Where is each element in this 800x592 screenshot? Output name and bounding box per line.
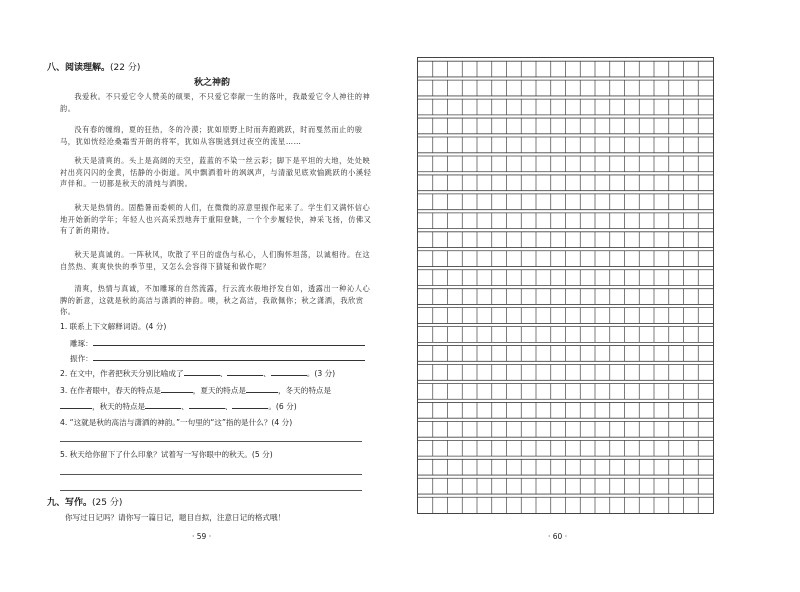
question-3-winter: ，冬天的特点是 xyxy=(277,386,332,395)
section-8-label: 八、阅读理解。 xyxy=(47,63,111,73)
paragraph-6: 清爽，热情与真诚，不加雕琢的自然流露，行云流水般地抒发自如，透露出一种沁人心脾的新意，这就是秋的高洁与潇洒的神韵。噢，秋之高洁，我歆佩你；秋之潇洒，我欣赏你。 xyxy=(60,284,371,317)
question-1-item-a xyxy=(70,337,395,350)
answer-blank-3c[interactable] xyxy=(60,400,92,409)
answer-blank-3e[interactable] xyxy=(189,400,225,409)
question-2-score: 。(3 分) xyxy=(306,369,336,378)
question-1-item-b xyxy=(70,352,395,365)
question-2 xyxy=(60,367,385,380)
writing-prompt: 你写过日记吗？请你写一篇日记，题目自拟，注意日记的格式哦！ xyxy=(65,513,286,522)
answer-blank-2a[interactable] xyxy=(184,367,220,376)
answer-line-5a[interactable] xyxy=(60,474,362,475)
answer-blank-2b[interactable] xyxy=(227,367,263,376)
paragraph-5: 秋天是真诚的。一阵秋风，吹散了平日的虚伪与私心，人们胸怀坦荡，以诚相待。在这自然热、爽爽快快的季节里，又怎么会容得下猜疑和做作呢？ xyxy=(60,250,371,271)
question-3-sep-2: 、 xyxy=(224,402,233,411)
answer-blank-1b[interactable] xyxy=(93,352,365,361)
grid-lines xyxy=(418,58,713,513)
question-3-score: 。(6 分) xyxy=(268,402,297,411)
question-4: 4. “这就是秋的高洁与潇洒的神韵。”一句里的“这”指的是什么？(4 分) xyxy=(60,418,293,427)
paragraph-3: 秋天是清爽的。头上是高阔的天空，蓝蓝的不染一丝云彩；脚下是平坦的大地，处处映衬出亮闪闪的金黄，恬静的小街道。风中飘洒着叶的飒飒声，与清澈见底欢愉跳跃的小溪轻声伴和。一切都是秋天的清纯与洒脱。 xyxy=(60,156,372,189)
question-3-line-1 xyxy=(60,384,385,397)
answer-blank-1a[interactable] xyxy=(93,337,365,346)
question-2-sep-2: 、 xyxy=(263,369,271,378)
section-9-label: 九、写作。 xyxy=(47,498,93,508)
paragraph-1: 我爱秋。不只爱它令人赞美的硕果，不只爱它奉献一生的落叶，我最爱它令人神往的神韵。 xyxy=(60,92,371,113)
composition-grid[interactable] xyxy=(417,57,714,514)
question-1: 1. 联系上下文解释词语。(4 分) xyxy=(60,322,167,331)
question-2-text: 2. 在文中，作者把秋天分别比喻成了 xyxy=(60,369,184,378)
answer-blank-3a[interactable] xyxy=(161,384,193,393)
section-9-heading xyxy=(47,495,122,508)
answer-line-5b[interactable] xyxy=(60,490,362,491)
answer-blank-3d[interactable] xyxy=(145,400,181,409)
question-3-spring: 3. 在作者眼中，春天的特点是 xyxy=(60,386,161,395)
question-5: 5. 秋天给你留下了什么印象？试着写一写你眼中的秋天。(5 分) xyxy=(60,450,273,459)
question-1-term-b: 振作： xyxy=(70,354,93,363)
section-8-heading xyxy=(47,60,140,73)
answer-blank-3b[interactable] xyxy=(246,384,278,393)
page-number-left: · 59 · xyxy=(192,532,212,541)
paragraph-4: 秋天是热情的。固酷暑而委顿的人们，在微微的凉意里振作起来了。学生们又满怀信心地开始新的学年；年轻人也兴高采烈地奔于重阳登眺，一个个步履轻快，神采飞扬，仿佛又有了新的期待。 xyxy=(60,203,372,236)
page-number-right: · 60 · xyxy=(548,532,568,541)
answer-blank-2c[interactable] xyxy=(271,367,307,376)
answer-blank-3f[interactable] xyxy=(232,400,268,409)
article-title: 秋之神韵 xyxy=(193,78,230,88)
question-1-term-a: 雕琢： xyxy=(70,339,93,348)
question-2-sep-1: 、 xyxy=(219,369,228,378)
question-3-summer: ，夏天的特点是 xyxy=(192,386,246,395)
answer-line-4[interactable] xyxy=(60,441,362,442)
question-3-sep-1: 、 xyxy=(181,402,189,411)
question-3-autumn: ，秋天的特点是 xyxy=(92,402,146,411)
paragraph-2: 没有春的缠绵，夏的狂热，冬的冷漠；犹如原野上时而奔跑跳跃，时而戛然而止的骏马，犹如恍经沧桑霜雪开朗的将军，犹如从容脱逃到过夜空的流星…… xyxy=(60,125,363,146)
section-9-score: (25 分) xyxy=(92,498,123,508)
question-3-line-2 xyxy=(60,400,385,413)
section-8-score: (22 分) xyxy=(110,63,141,73)
